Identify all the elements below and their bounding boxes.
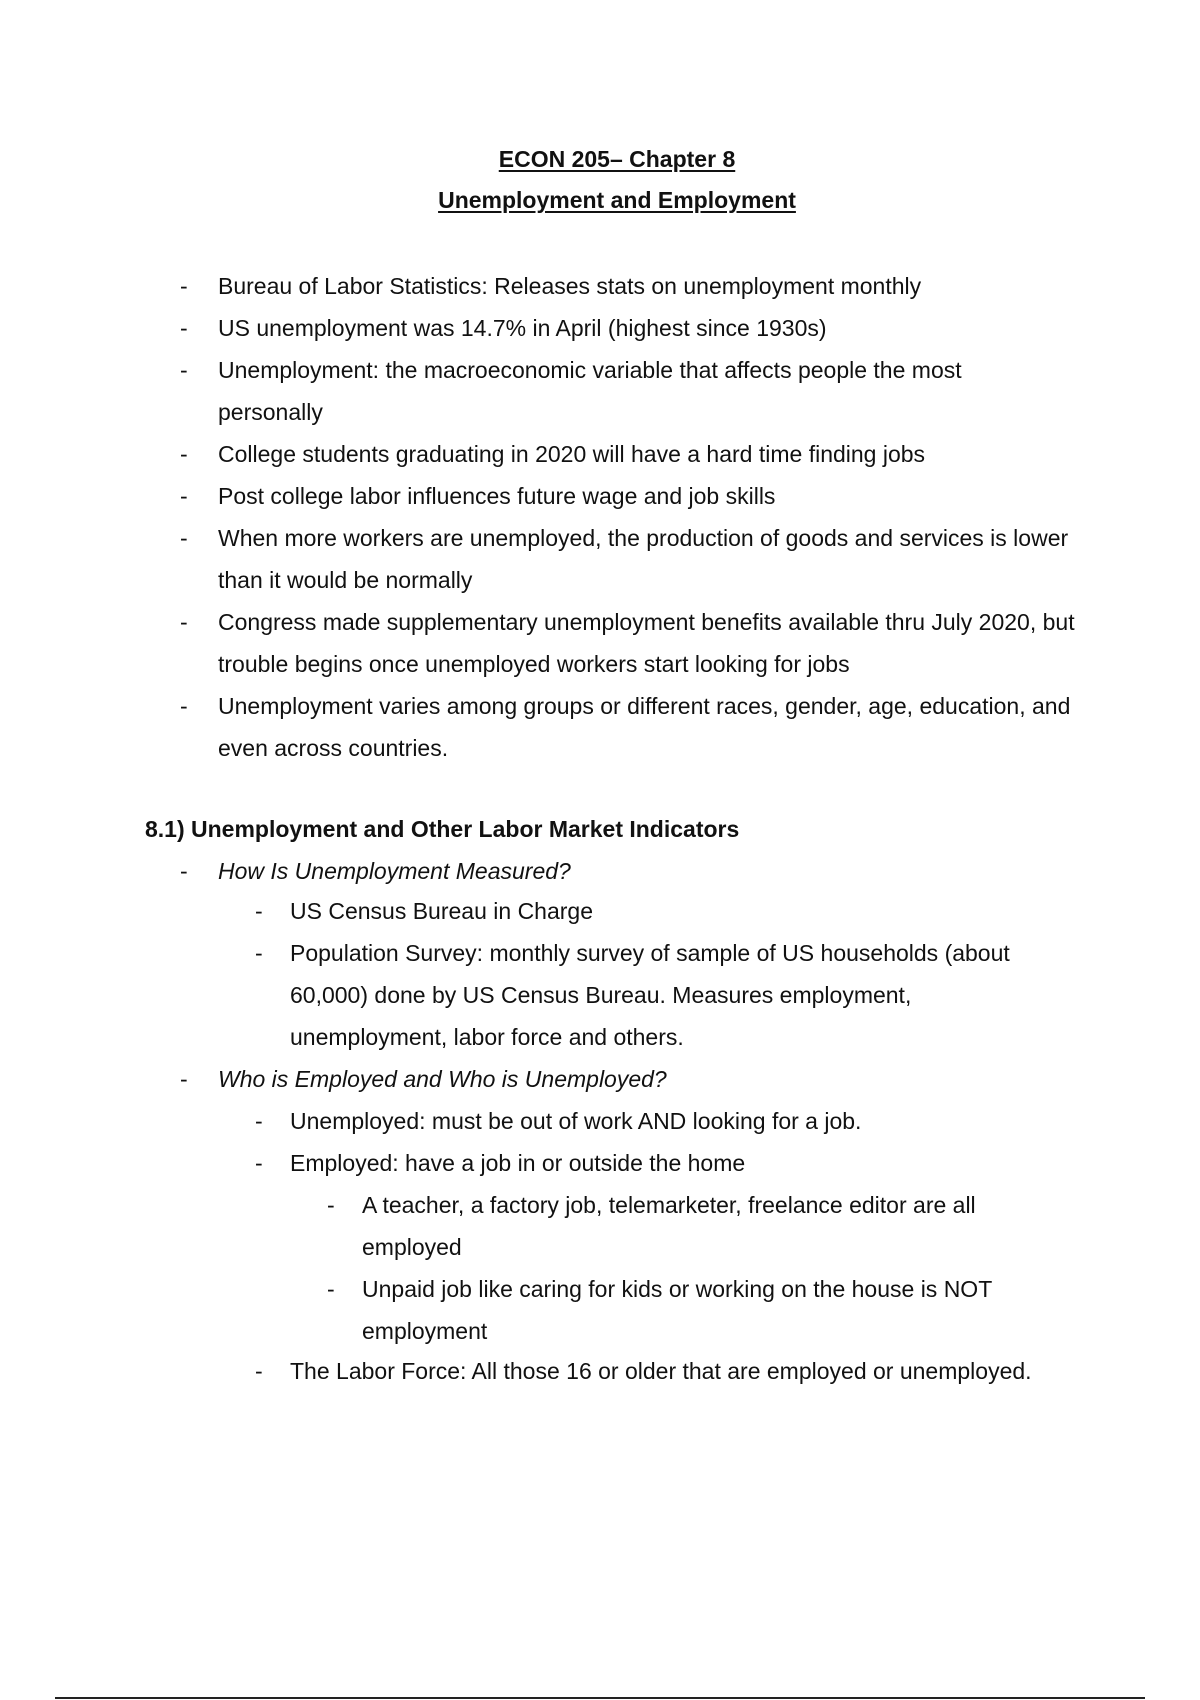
list-item-text: Post college labor influences future wage and job skills [218,483,776,509]
bullet-dash: - [180,315,188,341]
list-item [0,265,1200,307]
list-item [0,307,1200,349]
list-item-text: US Census Bureau in Charge [290,898,593,924]
list-item-text: Unemployed: must be out of work AND looking for a job. [290,1108,862,1134]
list-item-text: Unemployment varies among groups or different races, gender, age, education, and even across countries. [218,693,1071,761]
bullet-dash: - [180,693,188,719]
bullet-dash: - [180,483,188,509]
question-label: Who is Employed and Who is Unemployed? [218,1066,667,1092]
list-item-text: Congress made supplementary unemployment benefits available thru July 2020, but trouble begins once unemployed workers start looking for jobs [218,609,1075,677]
question-item [0,850,1200,892]
list-item [0,475,1200,517]
list-item-text: Employed: have a job in or outside the home [290,1150,746,1176]
list-item [0,1268,1200,1352]
list-item-text: Unemployment: the macroeconomic variable that affects people the most personally [218,357,962,425]
question-item [0,1058,1200,1100]
bullet-dash: - [180,858,188,884]
list-item [0,1142,1200,1184]
list-item [0,1350,1200,1392]
bullet-dash: - [255,1358,263,1384]
list-item [0,601,1200,685]
list-item [0,433,1200,475]
list-item [0,932,1200,1058]
bullet-dash: - [180,1066,188,1092]
bullet-dash: - [180,357,188,383]
footer-divider [55,1697,1145,1699]
list-item-text: Bureau of Labor Statistics: Releases stats on unemployment monthly [218,273,922,299]
section-heading: 8.1) Unemployment and Other Labor Market Indicators [145,816,740,842]
bullet-dash: - [255,1150,263,1176]
bullet-dash: - [327,1276,335,1302]
list-item-text: Population Survey: monthly survey of sample of US households (about 60,000) done by US Census Bureau. Measures employment, unemployment, labor force and others. [290,940,1010,1050]
list-item [0,1100,1200,1142]
list-item-text: When more workers are unemployed, the production of goods and services is lower than it would be normally [218,525,1069,593]
bullet-dash: - [180,441,188,467]
bullet-dash: - [180,525,188,551]
bullet-dash: - [255,1108,263,1134]
list-item-text: US unemployment was 14.7% in April (highest since 1930s) [218,315,827,341]
list-item [0,517,1200,601]
list-item-text: A teacher, a factory job, telemarketer, freelance editor are all employed [362,1192,976,1260]
list-item-text: The Labor Force: All those 16 or older that are employed or unemployed. [290,1358,1032,1384]
list-item-text: College students graduating in 2020 will have a hard time finding jobs [218,441,926,467]
list-item [0,1184,1200,1268]
list-item [0,890,1200,932]
bullet-dash: - [327,1192,335,1218]
document-subtitle: Unemployment and Employment [438,187,796,213]
bullet-dash: - [255,940,263,966]
list-item [0,349,1200,433]
bullet-dash: - [180,273,188,299]
list-item-text: Unpaid job like caring for kids or working on the house is NOT employment [362,1276,992,1344]
bullet-dash: - [180,609,188,635]
question-label: How Is Unemployment Measured? [218,858,571,884]
list-item [0,685,1200,769]
document-title: ECON 205– Chapter 8 [498,146,736,172]
bullet-dash: - [255,898,263,924]
